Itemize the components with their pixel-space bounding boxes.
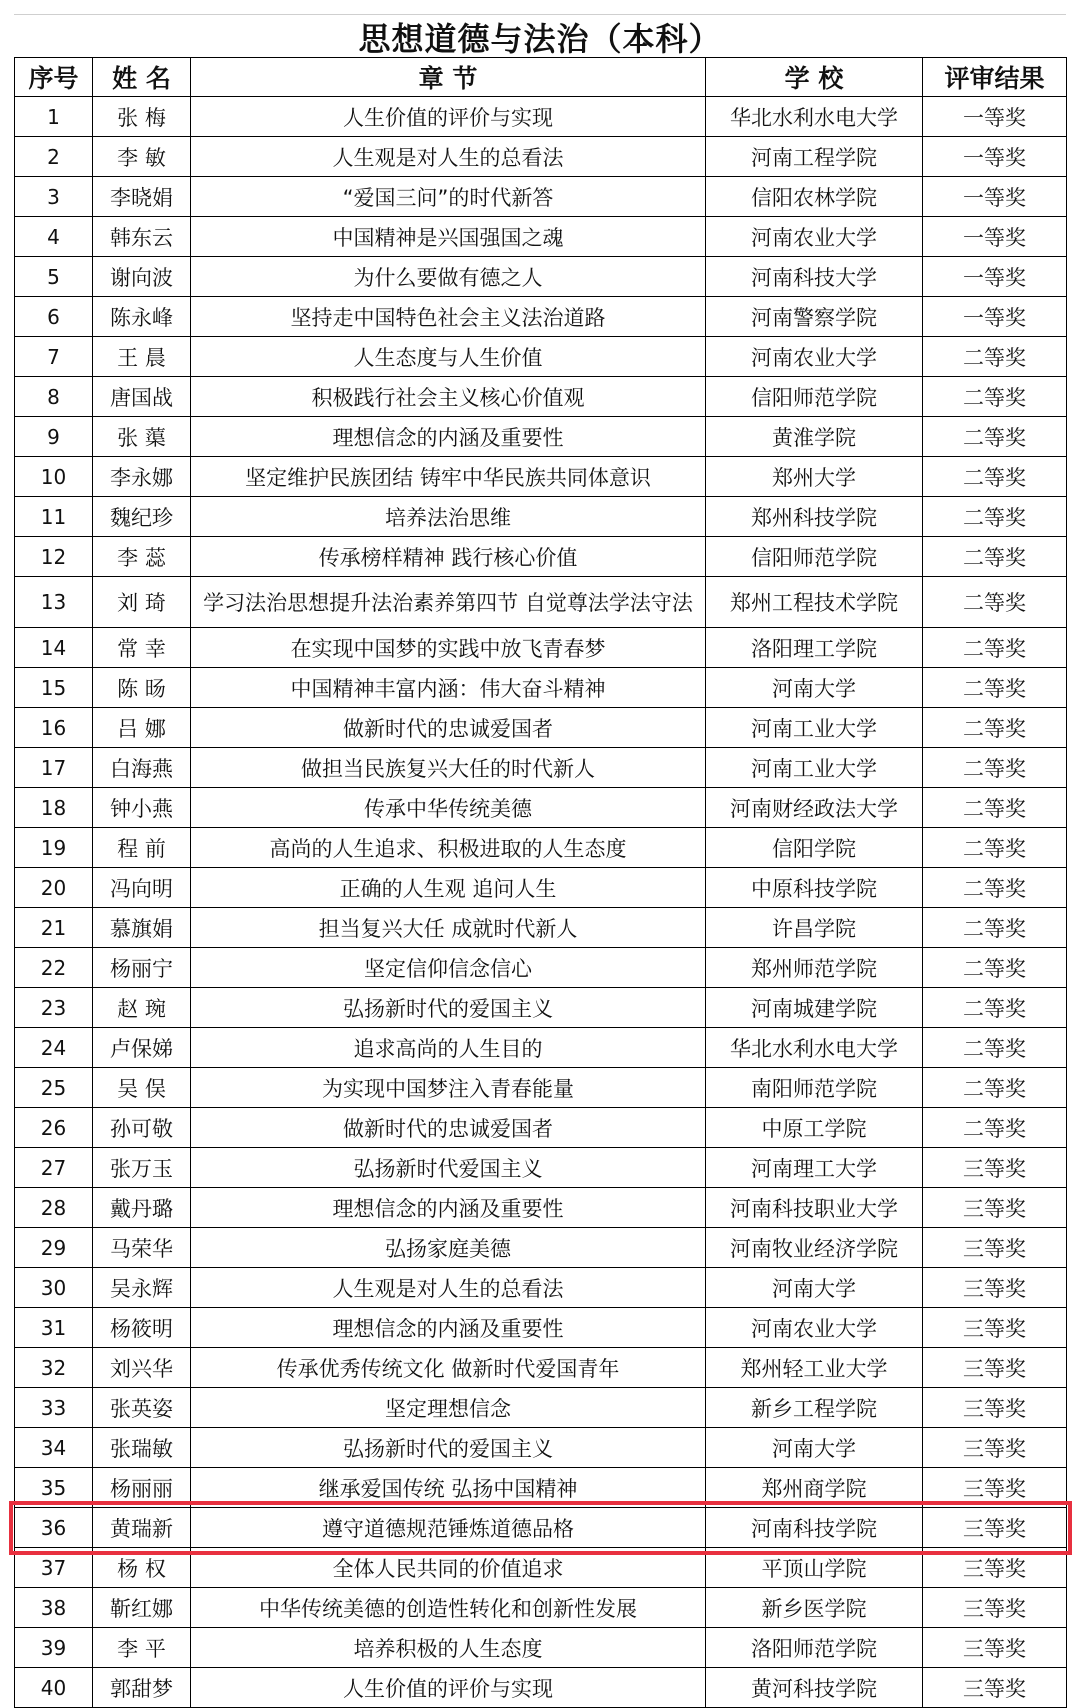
table-row [15,97,1067,137]
cell-name: 戴丹璐 [93,1188,191,1228]
cell-serial: 20 [15,868,93,908]
cell-school: 河南工程学院 [706,137,923,177]
cell-school: 信阳学院 [706,828,923,868]
cell-chapter: 弘扬新时代的爱国主义 [191,1428,706,1468]
cell-serial: 31 [15,1308,93,1348]
cell-serial: 14 [15,628,93,668]
cell-serial: 9 [15,417,93,457]
table-row [15,1188,1067,1228]
cell-serial: 26 [15,1108,93,1148]
cell-chapter: 人生价值的评价与实现 [191,97,706,137]
cell-name: 刘兴华 [93,1348,191,1388]
cell-serial: 34 [15,1428,93,1468]
cell-result: 二等奖 [923,1068,1067,1108]
table-row [15,217,1067,257]
cell-serial: 16 [15,708,93,748]
table-row [15,948,1067,988]
cell-serial: 4 [15,217,93,257]
cell-result: 一等奖 [923,177,1067,217]
table-row [15,337,1067,377]
cell-school: 郑州轻工业大学 [706,1348,923,1388]
cell-school: 中原工学院 [706,1108,923,1148]
cell-result: 三等奖 [923,1588,1067,1628]
cell-school: 河南工业大学 [706,748,923,788]
cell-serial: 40 [15,1668,93,1708]
cell-name: 陈永峰 [93,297,191,337]
cell-result: 三等奖 [923,1428,1067,1468]
cell-serial: 17 [15,748,93,788]
cell-result: 三等奖 [923,1148,1067,1188]
cell-chapter: 做新时代的忠诚爱国者 [191,708,706,748]
cell-result: 三等奖 [923,1348,1067,1388]
cell-chapter: 坚定信仰信念信心 [191,948,706,988]
cell-chapter: 高尚的人生追求、积极进取的人生态度 [191,828,706,868]
header-chapter: 章 节 [191,58,706,97]
cell-chapter: 为实现中国梦注入青春能量 [191,1068,706,1108]
cell-name: 赵 琬 [93,988,191,1028]
cell-name: 钟小燕 [93,788,191,828]
table-row [15,537,1067,577]
cell-name: 杨筱明 [93,1308,191,1348]
table-row [15,1308,1067,1348]
table-row [15,988,1067,1028]
table-row [15,1388,1067,1428]
cell-serial: 22 [15,948,93,988]
cell-result: 二等奖 [923,708,1067,748]
cell-result: 三等奖 [923,1668,1067,1708]
table-row [15,1628,1067,1668]
cell-serial: 10 [15,457,93,497]
cell-school: 郑州大学 [706,457,923,497]
table-row [15,1428,1067,1468]
header-name: 姓 名 [93,58,191,97]
header-school: 学 校 [706,58,923,97]
cell-name: 冯向明 [93,868,191,908]
table-row [15,417,1067,457]
cell-serial: 12 [15,537,93,577]
cell-name: 张 梅 [93,97,191,137]
cell-result: 二等奖 [923,537,1067,577]
cell-name: 杨丽丽 [93,1468,191,1508]
cell-school: 河南大学 [706,1268,923,1308]
cell-result: 二等奖 [923,748,1067,788]
table-row [15,1668,1067,1708]
cell-result: 二等奖 [923,417,1067,457]
cell-result: 二等奖 [923,868,1067,908]
cell-name: 李 平 [93,1628,191,1668]
cell-chapter: 追求高尚的人生目的 [191,1028,706,1068]
cell-chapter: 中国精神丰富内涵：伟大奋斗精神 [191,668,706,708]
cell-school: 信阳师范学院 [706,377,923,417]
cell-name: 吕 娜 [93,708,191,748]
table-row [15,137,1067,177]
table-row [15,1548,1067,1588]
cell-chapter: 理想信念的内涵及重要性 [191,417,706,457]
table-row [15,177,1067,217]
cell-chapter: 理想信念的内涵及重要性 [191,1308,706,1348]
cell-serial: 19 [15,828,93,868]
table-row [15,577,1067,628]
cell-chapter: 坚持走中国特色社会主义法治道路 [191,297,706,337]
cell-result: 二等奖 [923,828,1067,868]
cell-school: 河南理工大学 [706,1148,923,1188]
cell-name: 李永娜 [93,457,191,497]
cell-school: 郑州商学院 [706,1468,923,1508]
table-row [15,297,1067,337]
table-row [15,377,1067,417]
cell-result: 二等奖 [923,628,1067,668]
sheet-title: 思想道德与法治（本科） [14,14,1066,57]
cell-name: 郭甜梦 [93,1668,191,1708]
cell-result: 二等奖 [923,788,1067,828]
cell-serial: 2 [15,137,93,177]
cell-name: 李 蕊 [93,537,191,577]
cell-result: 一等奖 [923,97,1067,137]
cell-chapter: 传承优秀传统文化 做新时代爱国青年 [191,1348,706,1388]
cell-result: 三等奖 [923,1268,1067,1308]
cell-name: 白海燕 [93,748,191,788]
cell-chapter: 人生态度与人生价值 [191,337,706,377]
cell-result: 一等奖 [923,297,1067,337]
cell-name: 靳红娜 [93,1588,191,1628]
cell-school: 黄淮学院 [706,417,923,457]
cell-result: 二等奖 [923,1028,1067,1068]
cell-serial: 37 [15,1548,93,1588]
cell-school: 信阳农林学院 [706,177,923,217]
cell-name: 王 晨 [93,337,191,377]
cell-result: 一等奖 [923,137,1067,177]
cell-chapter: 在实现中国梦的实践中放飞青春梦 [191,628,706,668]
cell-name: 李 敏 [93,137,191,177]
cell-result: 二等奖 [923,988,1067,1028]
table-row [15,1028,1067,1068]
cell-serial: 29 [15,1228,93,1268]
table-row [15,1108,1067,1148]
table-body [15,97,1067,1708]
cell-result: 二等奖 [923,337,1067,377]
cell-school: 河南财经政法大学 [706,788,923,828]
award-table [14,57,1067,1708]
cell-serial: 3 [15,177,93,217]
table-row [15,868,1067,908]
cell-name: 杨丽宁 [93,948,191,988]
cell-chapter: 学习法治思想提升法治素养第四节 自觉尊法学法守法 [191,577,706,628]
cell-school: 河南大学 [706,1428,923,1468]
cell-name: 慕旗娟 [93,908,191,948]
cell-serial: 30 [15,1268,93,1308]
cell-name: 常 幸 [93,628,191,668]
cell-chapter: “爱国三问”的时代新答 [191,177,706,217]
cell-school: 平顶山学院 [706,1548,923,1588]
cell-school: 河南大学 [706,668,923,708]
cell-chapter: 中国精神是兴国强国之魂 [191,217,706,257]
cell-result: 三等奖 [923,1508,1067,1548]
cell-serial: 33 [15,1388,93,1428]
table-row [15,1268,1067,1308]
cell-school: 河南工业大学 [706,708,923,748]
cell-result: 三等奖 [923,1188,1067,1228]
table-row [15,1148,1067,1188]
cell-school: 河南警察学院 [706,297,923,337]
cell-name: 陈 旸 [93,668,191,708]
table-row [15,1588,1067,1628]
cell-school: 中原科技学院 [706,868,923,908]
cell-serial: 25 [15,1068,93,1108]
cell-result: 一等奖 [923,217,1067,257]
table-row [15,457,1067,497]
table-row [15,628,1067,668]
cell-name: 谢向波 [93,257,191,297]
cell-school: 郑州师范学院 [706,948,923,988]
header-row [15,58,1067,97]
cell-school: 郑州工程技术学院 [706,577,923,628]
cell-result: 三等奖 [923,1548,1067,1588]
cell-serial: 1 [15,97,93,137]
cell-school: 河南农业大学 [706,337,923,377]
cell-school: 河南农业大学 [706,217,923,257]
table-row [15,257,1067,297]
cell-school: 洛阳师范学院 [706,1628,923,1668]
cell-serial: 6 [15,297,93,337]
cell-chapter: 培养积极的人生态度 [191,1628,706,1668]
cell-name: 卢保娣 [93,1028,191,1068]
cell-result: 三等奖 [923,1628,1067,1668]
cell-serial: 32 [15,1348,93,1388]
cell-result: 二等奖 [923,1108,1067,1148]
cell-serial: 13 [15,577,93,628]
cell-serial: 28 [15,1188,93,1228]
cell-school: 河南科技学院 [706,1508,923,1548]
cell-chapter: 全体人民共同的价值追求 [191,1548,706,1588]
cell-name: 孙可敬 [93,1108,191,1148]
table-row [15,1468,1067,1508]
cell-name: 程 前 [93,828,191,868]
cell-result: 二等奖 [923,457,1067,497]
cell-school: 河南农业大学 [706,1308,923,1348]
cell-chapter: 积极践行社会主义核心价值观 [191,377,706,417]
table-row [15,828,1067,868]
cell-school: 新乡医学院 [706,1588,923,1628]
cell-chapter: 人生价值的评价与实现 [191,1668,706,1708]
table-row [15,708,1067,748]
cell-result: 三等奖 [923,1388,1067,1428]
cell-chapter: 弘扬新时代的爱国主义 [191,988,706,1028]
cell-name: 魏纪珍 [93,497,191,537]
cell-serial: 24 [15,1028,93,1068]
cell-name: 张万玉 [93,1148,191,1188]
cell-result: 二等奖 [923,577,1067,628]
cell-chapter: 中华传统美德的创造性转化和创新性发展 [191,1588,706,1628]
cell-school: 信阳师范学院 [706,537,923,577]
cell-chapter: 坚定维护民族团结 铸牢中华民族共同体意识 [191,457,706,497]
header-result: 评审结果 [923,58,1067,97]
cell-serial: 18 [15,788,93,828]
cell-school: 河南科技大学 [706,257,923,297]
cell-name: 吴永辉 [93,1268,191,1308]
cell-serial: 36 [15,1508,93,1548]
cell-chapter: 理想信念的内涵及重要性 [191,1188,706,1228]
cell-result: 三等奖 [923,1468,1067,1508]
table-row [15,1508,1067,1548]
header-serial: 序号 [15,58,93,97]
table-row [15,1348,1067,1388]
table-row [15,668,1067,708]
cell-name: 李晓娟 [93,177,191,217]
cell-result: 一等奖 [923,257,1067,297]
cell-result: 二等奖 [923,908,1067,948]
cell-serial: 8 [15,377,93,417]
cell-chapter: 做担当民族复兴大任的时代新人 [191,748,706,788]
table-row [15,497,1067,537]
cell-chapter: 做新时代的忠诚爱国者 [191,1108,706,1148]
cell-chapter: 遵守道德规范锤炼道德品格 [191,1508,706,1548]
cell-name: 黄瑞新 [93,1508,191,1548]
cell-serial: 7 [15,337,93,377]
cell-name: 唐国战 [93,377,191,417]
table-row [15,748,1067,788]
cell-name: 张瑞敏 [93,1428,191,1468]
cell-school: 河南科技职业大学 [706,1188,923,1228]
cell-serial: 15 [15,668,93,708]
cell-serial: 39 [15,1628,93,1668]
cell-result: 三等奖 [923,1228,1067,1268]
cell-serial: 23 [15,988,93,1028]
cell-school: 河南牧业经济学院 [706,1228,923,1268]
award-sheet [14,14,1066,1708]
cell-result: 二等奖 [923,668,1067,708]
cell-chapter: 担当复兴大任 成就时代新人 [191,908,706,948]
cell-chapter: 弘扬新时代爱国主义 [191,1148,706,1188]
cell-chapter: 继承爱国传统 弘扬中国精神 [191,1468,706,1508]
cell-serial: 35 [15,1468,93,1508]
cell-school: 许昌学院 [706,908,923,948]
cell-school: 洛阳理工学院 [706,628,923,668]
cell-chapter: 正确的人生观 追问人生 [191,868,706,908]
cell-serial: 5 [15,257,93,297]
cell-result: 二等奖 [923,948,1067,988]
cell-chapter: 为什么要做有德之人 [191,257,706,297]
cell-school: 华北水利水电大学 [706,1028,923,1068]
cell-chapter: 坚定理想信念 [191,1388,706,1428]
cell-school: 黄河科技学院 [706,1668,923,1708]
cell-result: 二等奖 [923,377,1067,417]
cell-school: 新乡工程学院 [706,1388,923,1428]
table-row [15,908,1067,948]
cell-result: 二等奖 [923,497,1067,537]
cell-school: 南阳师范学院 [706,1068,923,1108]
cell-chapter: 弘扬家庭美德 [191,1228,706,1268]
cell-name: 吴 俣 [93,1068,191,1108]
cell-name: 张 蕖 [93,417,191,457]
cell-name: 杨 权 [93,1548,191,1588]
cell-name: 刘 琦 [93,577,191,628]
cell-chapter: 培养法治思维 [191,497,706,537]
table-row [15,1068,1067,1108]
cell-chapter: 传承中华传统美德 [191,788,706,828]
cell-school: 河南城建学院 [706,988,923,1028]
cell-result: 三等奖 [923,1308,1067,1348]
table-row [15,1228,1067,1268]
cell-school: 郑州科技学院 [706,497,923,537]
cell-name: 张英姿 [93,1388,191,1428]
cell-chapter: 人生观是对人生的总看法 [191,1268,706,1308]
cell-serial: 11 [15,497,93,537]
cell-chapter: 人生观是对人生的总看法 [191,137,706,177]
cell-serial: 27 [15,1148,93,1188]
table-row [15,788,1067,828]
cell-name: 马荣华 [93,1228,191,1268]
cell-school: 华北水利水电大学 [706,97,923,137]
cell-serial: 38 [15,1588,93,1628]
cell-name: 韩东云 [93,217,191,257]
cell-serial: 21 [15,908,93,948]
cell-chapter: 传承榜样精神 践行核心价值 [191,537,706,577]
